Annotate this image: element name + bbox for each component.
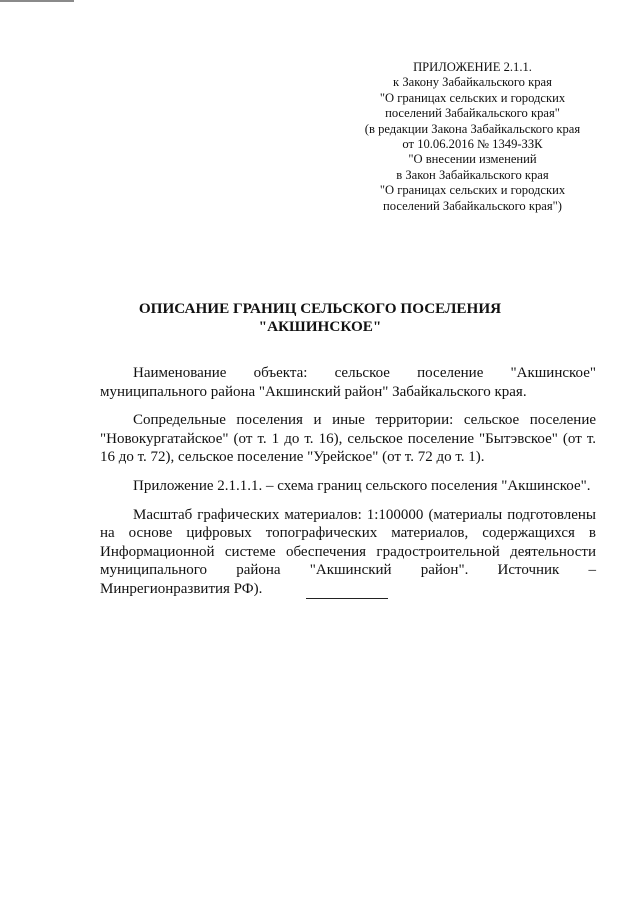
document-title [60,300,580,336]
appendix-line: "О границах сельских и городских [379,90,566,105]
document-body [100,364,596,609]
end-divider [306,598,388,599]
appendix-line: "О внесении изменений [408,152,537,167]
appendix-line: ПРИЛОЖЕНИЕ 2.1.1. [413,60,532,74]
appendix-line: (в редакции Закона Забайкальского края [364,121,581,136]
paragraph-appendix-ref: Приложение 2.1.1.1. – схема границ сельского поселения "Акшинское". [133,477,591,494]
appendix-line: к Закону Забайкальского края [393,75,552,90]
title-line-1: ОПИСАНИЕ ГРАНИЦ СЕЛЬСКОГО ПОСЕЛЕНИЯ [138,300,502,317]
paragraph-scale: Масштаб графических материалов: 1:100000 (материалы подготовлены на основе цифровых топографических материалов, содержащихся в Информационной системе обеспечения градостроительной деятельности муниципального района "Акшинский район". Источник – Минрегионразвития РФ). [100,506,596,597]
appendix-line: от 10.06.2016 № 1349-ЗЗК [402,137,543,152]
paragraph-neighbors: Сопредельные поселения и иные территории: сельское поселение "Новокургатайское" (от т. 1 до т. 16), сельское поселение "Бытэвское" (от т. 16 до т. 72), сельское поселение "Урейское" (от т. 72 до т. 1). [100,412,596,466]
appendix-line: "О границах сельских и городских [379,183,566,198]
appendix-line: поселений Забайкальского края") [382,198,562,213]
paragraph-object-name: Наименование объекта: сельское поселение "Акшинское" муниципального района "Акшинский район" Забайкальского края. [100,365,596,400]
scan-edge-mark [0,0,74,2]
title-line-2: "АКШИНСКОЕ" [258,318,382,335]
appendix-line: в Закон Забайкальского края [396,167,549,182]
appendix-header [340,60,605,214]
appendix-line: поселений Забайкальского края" [385,106,560,121]
